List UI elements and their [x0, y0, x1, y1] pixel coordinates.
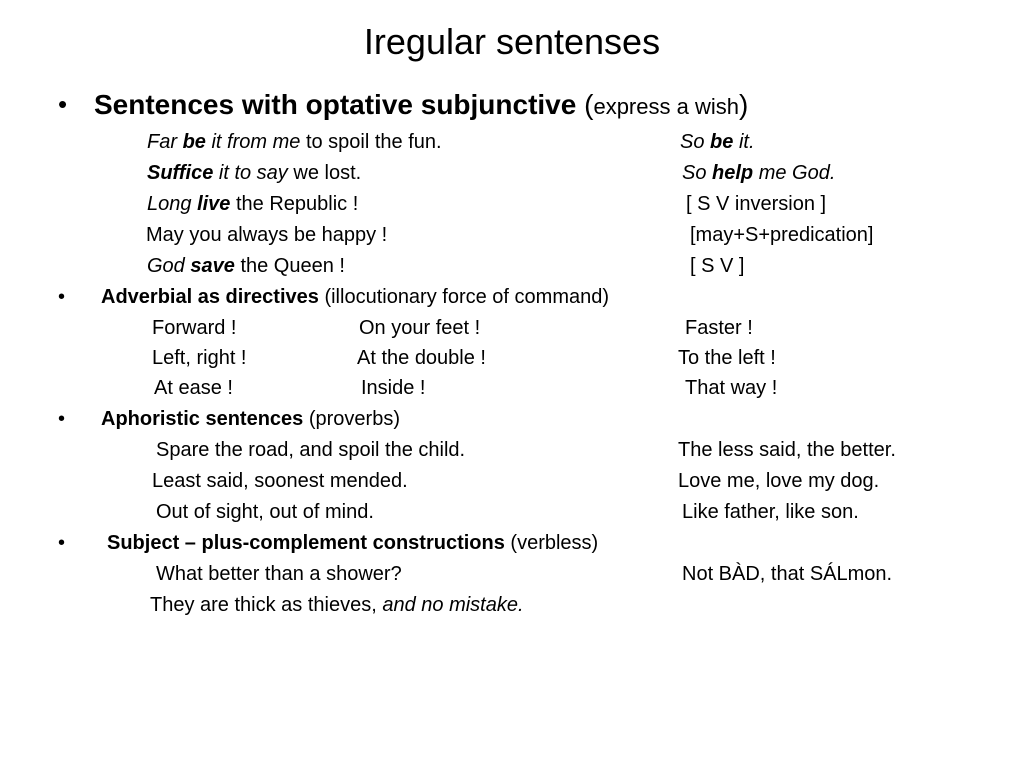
section-heading-directives: [101, 283, 609, 311]
heading-bold: Sentences with optative subjunctive: [94, 89, 577, 120]
heading-note: (proverbs): [308, 408, 400, 430]
proverb-left: Least said, soonest mended.: [152, 470, 408, 492]
text-bold-italic: Suffice: [147, 162, 214, 184]
text-plain: the Republic !: [235, 193, 359, 215]
directive-item: Inside !: [361, 377, 426, 399]
paren-close: ): [738, 89, 749, 120]
bullet: •: [58, 286, 66, 308]
proverb-right: The less said, the better.: [678, 439, 896, 461]
bullet: •: [58, 532, 66, 554]
text-italic: Far: [147, 131, 177, 153]
text-bold-italic: be: [710, 131, 734, 153]
bullet: •: [58, 408, 66, 430]
section-heading-optative: [94, 86, 748, 126]
directive-item: Left, right !: [152, 347, 247, 369]
text-italic: So: [682, 162, 707, 184]
heading-bold: Subject – plus-complement constructions: [107, 532, 505, 554]
text-italic: it.: [738, 131, 755, 153]
text-bold-italic: live: [197, 193, 231, 215]
example-right: [ S V inversion ]: [686, 193, 827, 215]
example-left: [147, 190, 358, 218]
text-italic: Long: [147, 193, 192, 215]
directive-item: Forward !: [152, 317, 237, 339]
directive-item: That way !: [685, 377, 778, 399]
example-right: [ S V ]: [690, 255, 745, 277]
verbless-left: What better than a shower?: [156, 563, 402, 585]
example-left: [147, 159, 361, 187]
heading-note: (verbless): [510, 532, 599, 554]
bullet: •: [58, 89, 68, 119]
example-right: [682, 159, 835, 187]
text-italic: God: [147, 255, 185, 277]
heading-note: (illocutionary force of command): [324, 286, 610, 308]
proverb-right: Like father, like son.: [682, 501, 859, 523]
text-plain: we lost.: [293, 162, 362, 184]
text-italic: it to say: [218, 162, 288, 184]
slide-title: Iregular sentenses: [363, 21, 661, 62]
proverb-right: Love me, love my dog.: [678, 470, 880, 492]
text-italic: So: [680, 131, 705, 153]
example-left: May you always be happy !: [146, 224, 388, 246]
verbless-left: [150, 591, 524, 619]
text-bold-italic: be: [182, 131, 206, 153]
directive-item: Faster !: [685, 317, 753, 339]
text-italic: it from me: [211, 131, 301, 153]
text-bold-italic: help: [712, 162, 754, 184]
text-plain: to spoil the fun.: [305, 131, 442, 153]
paren-open: (: [584, 89, 594, 120]
example-right: [may+S+predication]: [690, 224, 874, 246]
heading-bold: Adverbial as directives: [101, 286, 319, 308]
section-heading-aphoristic: [101, 405, 400, 433]
text-plain: They are thick as thieves,: [150, 594, 377, 616]
proverb-left: Spare the road, and spoil the child.: [156, 439, 466, 461]
text-bold-italic: save: [190, 255, 235, 277]
example-right: [680, 128, 755, 156]
directive-item: To the left !: [678, 347, 776, 369]
text-italic: me God.: [758, 162, 836, 184]
directive-item: At ease !: [154, 377, 233, 399]
directive-item: At the double !: [357, 347, 486, 369]
heading-bold: Aphoristic sentences: [101, 408, 304, 430]
example-left: [147, 128, 442, 156]
verbless-right: Not BÀD, that SÁLmon.: [682, 563, 893, 585]
heading-note: express a wish: [593, 94, 739, 119]
text-italic: and no mistake.: [382, 594, 524, 616]
text-plain: the Queen !: [240, 255, 345, 277]
directive-item: On your feet !: [359, 317, 481, 339]
example-left: [147, 252, 345, 280]
proverb-left: Out of sight, out of mind.: [156, 501, 374, 523]
section-heading-verbless: [107, 529, 598, 557]
